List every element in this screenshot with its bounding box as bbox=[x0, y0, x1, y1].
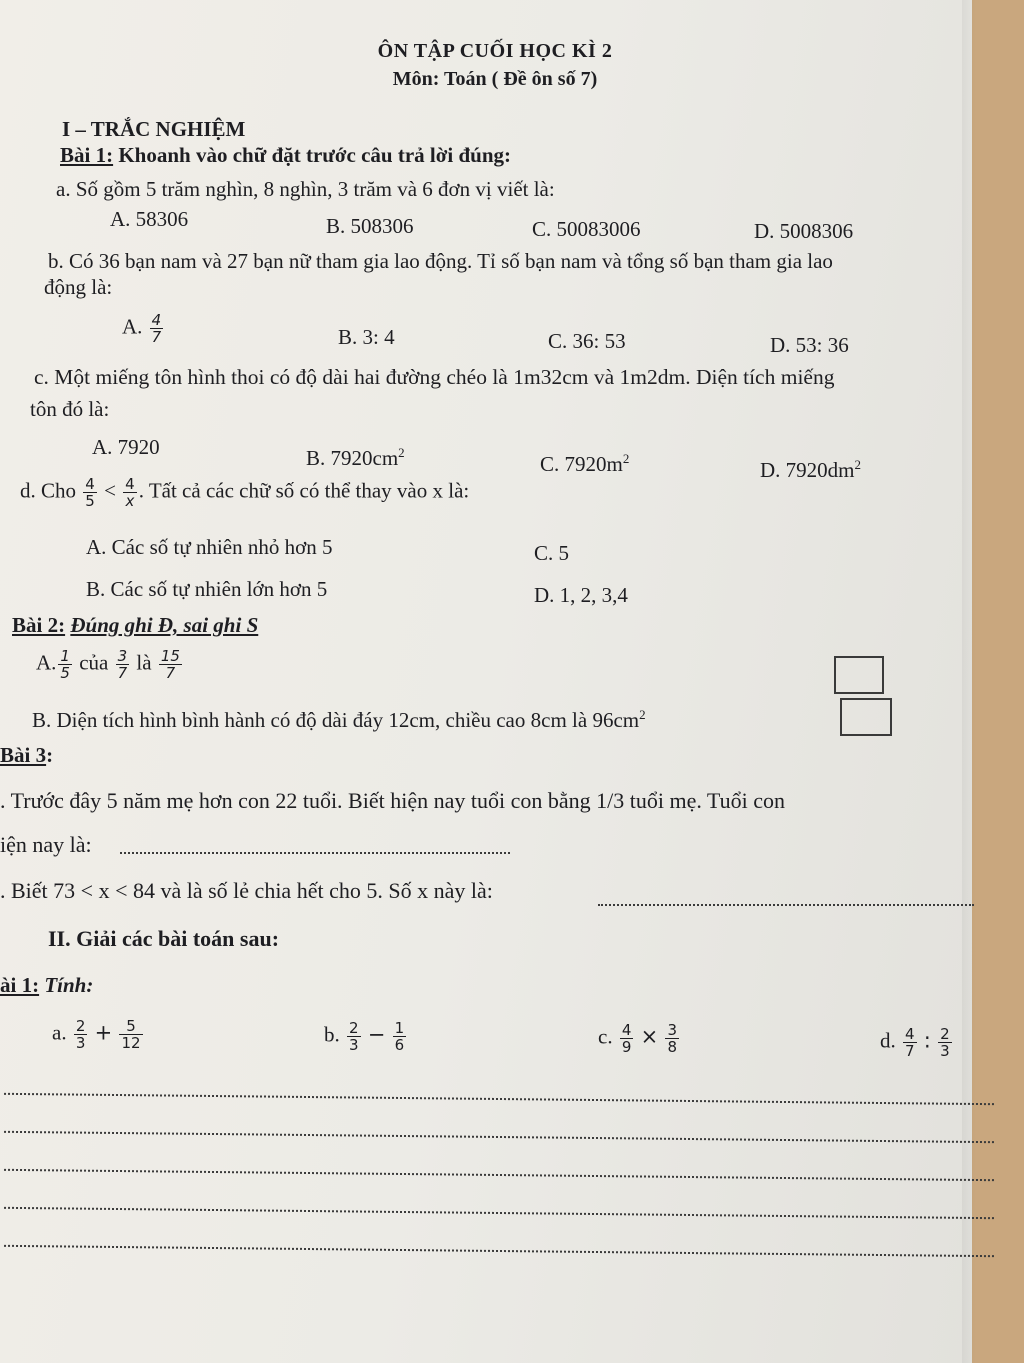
fraction: $\frac{1}{6}$ bbox=[394, 1019, 405, 1054]
exponent: 2 bbox=[639, 707, 646, 722]
fraction: $\frac{4}{9}$ bbox=[621, 1021, 632, 1056]
question-b-option-c: C. 36: 53 bbox=[548, 329, 626, 353]
question-c-line1: c. Một miếng tôn hình thoi có độ dài hai đường chéo là 1m32cm và 1m2dm. Diện tích miếng bbox=[34, 365, 835, 389]
question-b-option-d: D. 53: 36 bbox=[770, 333, 849, 357]
exercise-b bbox=[324, 1020, 408, 1053]
exponent: 2 bbox=[854, 457, 861, 472]
question-c-option-b bbox=[306, 440, 405, 471]
bai2-heading bbox=[12, 612, 258, 638]
exercise-d bbox=[880, 1026, 954, 1059]
answer-line-b[interactable] bbox=[598, 904, 974, 906]
question-b-line1: b. Có 36 bạn nam và 27 bạn nữ tham gia lao động. Tỉ số bạn nam và tổng số bạn tham gia lao bbox=[48, 249, 833, 273]
operator-divide: : bbox=[923, 1028, 931, 1053]
question-d-option-a: A. Các số tự nhiên nhỏ hơn 5 bbox=[86, 535, 333, 559]
fraction-3-7: $\frac{3}{7}$ bbox=[117, 647, 128, 682]
question-d-option-d: D. 1, 2, 3,4 bbox=[534, 583, 628, 607]
exercise-a bbox=[52, 1018, 145, 1051]
part2-bai1-title: Tính: bbox=[44, 973, 94, 997]
exponent: 2 bbox=[622, 451, 630, 466]
statement-b-text: B. Diện tích hình bình hành có độ dài đáy 12cm, chiều cao 8cm là 96cm bbox=[32, 708, 640, 732]
fraction: $\frac{3}{8}$ bbox=[667, 1021, 678, 1056]
fraction: $\frac{4}{7}$ bbox=[905, 1025, 915, 1060]
exercise-label: c. bbox=[598, 1024, 613, 1049]
cua-word: của bbox=[79, 650, 109, 675]
question-a-option-d: D. 5008306 bbox=[754, 219, 854, 243]
answer-line-a[interactable] bbox=[120, 852, 510, 854]
bai3-question-b: . Biết 73 < x < 84 và là số lẻ chia hết cho 5. Số x này là: bbox=[0, 878, 493, 903]
question-a-text: a. Số gồm 5 trăm nghìn, 8 nghìn, 3 trăm và 6 đơn vị viết là: bbox=[56, 177, 555, 201]
exercise-label: b. bbox=[324, 1022, 340, 1047]
question-a-option-c: C. 50083006 bbox=[532, 217, 641, 241]
bai1-heading bbox=[60, 142, 511, 168]
exercise-label: d. bbox=[880, 1028, 896, 1053]
fraction: $\frac{2}{3}$ bbox=[349, 1019, 359, 1054]
bai3-question-a-line1: . Trước đây 5 năm mẹ hơn con 22 tuổi. Biết hiện nay tuổi con bằng 1/3 tuổi mẹ. Tuổi con bbox=[0, 788, 785, 813]
operator-plus: + bbox=[94, 1020, 113, 1045]
exercise-c bbox=[598, 1022, 681, 1055]
paper-edge-shadow bbox=[962, 0, 976, 1363]
question-d-option-b: B. Các số tự nhiên lớn hơn 5 bbox=[86, 577, 328, 601]
exercise-label: a. bbox=[52, 1020, 67, 1045]
fraction: $\frac{5}{12}$ bbox=[121, 1017, 141, 1052]
fraction-4-x: $\frac{4}{x}$ bbox=[125, 475, 135, 510]
bai3-question-a-line2: iện nay là: bbox=[0, 832, 92, 857]
option-c-value: C. 7920m bbox=[540, 452, 623, 476]
question-b-option-a bbox=[122, 312, 165, 345]
question-d-option-c: C. 5 bbox=[534, 541, 570, 565]
option-d-value: D. 7920dm bbox=[760, 458, 855, 482]
question-a-option-b: B. 508306 bbox=[326, 214, 414, 238]
bai3-heading bbox=[0, 742, 53, 768]
question-a-option-a: A. 58306 bbox=[110, 207, 189, 231]
part2-bai1-label: ài 1: bbox=[0, 973, 40, 997]
question-d-text bbox=[20, 476, 469, 509]
bai1-instruction: Khoanh vào chữ đặt trước câu trả lời đúng: bbox=[118, 143, 511, 167]
statement-a-label: A. bbox=[36, 650, 57, 675]
bai2-statement-b bbox=[32, 702, 646, 733]
fraction: $\frac{2}{3}$ bbox=[940, 1025, 950, 1060]
question-b-option-b: B. 3: 4 bbox=[338, 325, 395, 349]
operator-minus: − bbox=[367, 1022, 386, 1047]
fraction-15-7: $\frac{15}{7}$ bbox=[160, 647, 180, 682]
fraction-1-5: $\frac{1}{5}$ bbox=[60, 647, 70, 682]
less-than-sign: < bbox=[104, 478, 116, 503]
bai2-statement-a bbox=[36, 648, 184, 681]
bai1-label: Bài 1: bbox=[60, 143, 114, 167]
la-word: là bbox=[136, 650, 152, 675]
option-a-label: A. bbox=[122, 314, 143, 339]
fraction: $\frac{2}{3}$ bbox=[75, 1017, 86, 1052]
question-c-option-d bbox=[760, 452, 861, 483]
question-c-option-a: A. 7920 bbox=[92, 435, 160, 459]
question-d-suffix: . Tất cả các chữ số có thể thay vào x là: bbox=[138, 478, 470, 503]
question-c-option-c bbox=[540, 446, 629, 477]
answer-box-a[interactable] bbox=[834, 656, 884, 694]
section-heading-trac-nghiem: I – TRẮC NGHIỆM bbox=[62, 117, 246, 141]
section-heading-giai-toan: II. Giải các bài toán sau: bbox=[48, 926, 280, 951]
part2-bai1-heading bbox=[0, 972, 93, 998]
question-b-line2: động là: bbox=[44, 275, 113, 299]
option-b-value: B. 7920cm bbox=[306, 446, 399, 470]
bai2-instruction: Đúng ghi Đ, sai ghi S bbox=[70, 613, 259, 637]
cho-label: d. Cho bbox=[20, 478, 77, 503]
fraction-4-7: $\frac{4}{7}$ bbox=[151, 311, 162, 346]
operator-times: × bbox=[640, 1024, 659, 1049]
fraction-4-5: $\frac{4}{5}$ bbox=[85, 475, 95, 510]
bai3-label: Bài 3 bbox=[0, 743, 47, 767]
exponent: 2 bbox=[398, 445, 405, 460]
page-subtitle: Môn: Toán ( Đề ôn số 7) bbox=[392, 68, 598, 90]
answer-box-b[interactable] bbox=[840, 698, 892, 736]
bai2-label: Bài 2: bbox=[12, 613, 66, 637]
bai3-colon: : bbox=[46, 743, 54, 767]
question-c-line2: tôn đó là: bbox=[30, 397, 110, 421]
page-title: ÔN TẬP CUỐI HỌC KÌ 2 bbox=[377, 40, 613, 62]
